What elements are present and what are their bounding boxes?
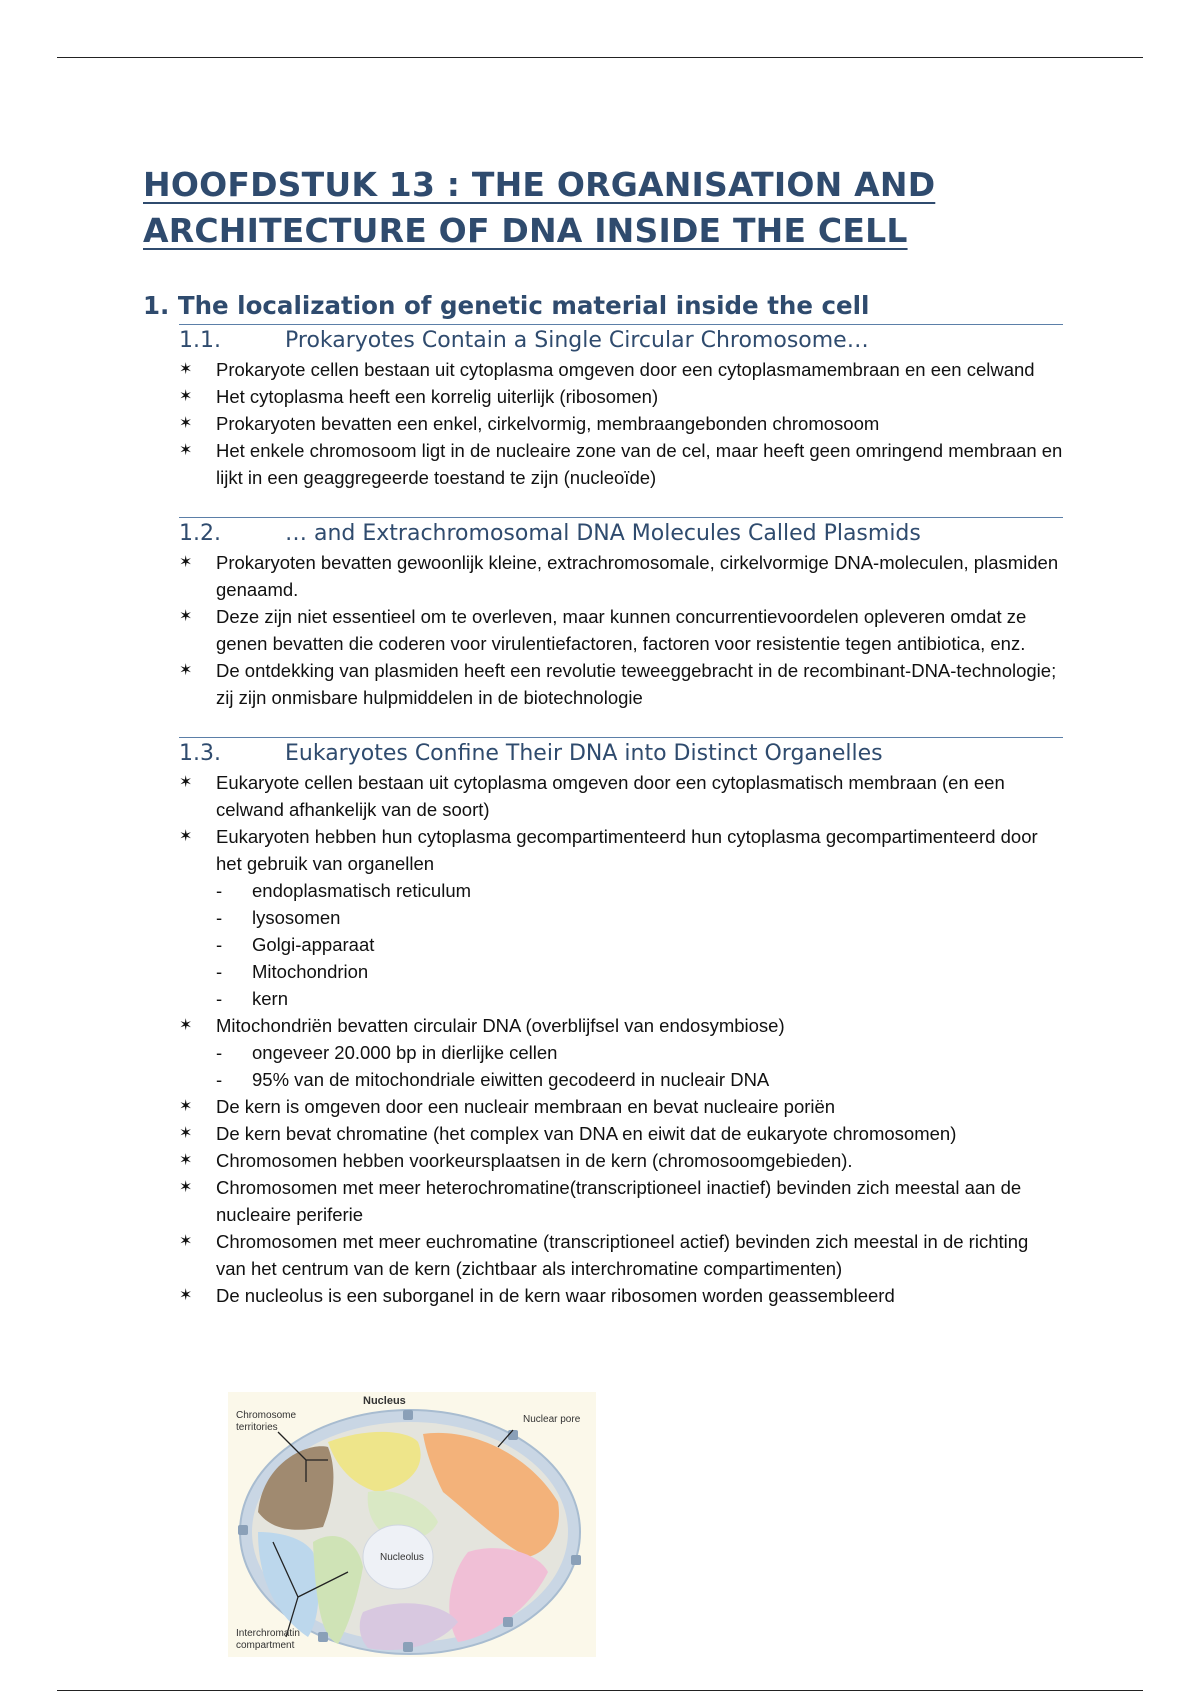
document-content bbox=[143, 162, 1063, 1309]
territory-brown bbox=[258, 1446, 333, 1530]
nuclear-pore-icon bbox=[403, 1410, 413, 1420]
sub-list-item: - 95% van de mitochondriale eiwitten gecodeerd in nucleair DNA bbox=[216, 1066, 1063, 1093]
chapter-title: HOOFDSTUK 13 : THE ORGANISATION AND ARCHITECTURE OF DNA INSIDE THE CELL bbox=[143, 165, 936, 250]
dash-bullet-icon: - bbox=[216, 988, 223, 1009]
list-item: ✶ Prokaryote cellen bestaan uit cytoplasma omgeven door een cytoplasmamembraan en een celwand bbox=[179, 356, 1063, 383]
list-item: ✶ Prokaryoten bevatten gewoonlijk kleine, extrachromosomale, cirkelvormige DNA-moleculen, plasmiden genaamd. bbox=[179, 549, 1063, 603]
sub-list-item: - endoplasmatisch reticulum bbox=[216, 877, 1063, 904]
asterisk-bullet-icon: ✶ bbox=[179, 388, 193, 405]
asterisk-bullet-icon: ✶ bbox=[179, 1125, 193, 1142]
nuclear-pore-label: Nuclear pore bbox=[523, 1414, 581, 1425]
asterisk-bullet-icon: ✶ bbox=[179, 662, 193, 679]
interchromatin-label-line2: compartment bbox=[236, 1640, 295, 1651]
asterisk-bullet-icon: ✶ bbox=[179, 554, 193, 571]
dash-bullet-icon: - bbox=[216, 907, 223, 928]
list-item: ✶ Eukaryoten hebben hun cytoplasma gecompartimenteerd hun cytoplasma gecompartimenteerd door het gebruik van organellen - endoplasmatisch reticulum - lysosomen - Golgi-apparaat - Mitochondrion - kern bbox=[179, 823, 1063, 1012]
asterisk-bullet-icon: ✶ bbox=[179, 774, 193, 791]
subsection-1-1-heading bbox=[179, 324, 1063, 356]
subsection-number: 1.3. bbox=[179, 741, 221, 766]
nuclear-pore-icon bbox=[318, 1632, 328, 1642]
list-item: ✶ Het enkele chromosoom ligt in de nucleaire zone van de cel, maar heeft geen omringend membraan en lijkt in een geaggregeerde toestand te zijn (nucleoïde) bbox=[179, 437, 1063, 491]
sub-list-item: - lysosomen bbox=[216, 904, 1063, 931]
asterisk-bullet-icon: ✶ bbox=[179, 608, 193, 625]
list-item: ✶ Mitochondriën bevatten circulair DNA (overblijfsel van endosymbiose) - ongeveer 20.000 bp in dierlijke cellen - 95% van de mitochondriale eiwitten gecodeerd in nucleair DNA bbox=[179, 1012, 1063, 1093]
territory-blue bbox=[258, 1532, 318, 1637]
subsection-title: Prokaryotes Contain a Single Circular Chromosome… bbox=[285, 328, 869, 353]
sub-list bbox=[216, 877, 1063, 1012]
subsection-number: 1.1. bbox=[179, 328, 221, 353]
nucleus-figure bbox=[228, 1392, 596, 1657]
asterisk-bullet-icon: ✶ bbox=[179, 1152, 193, 1169]
sub-list-item: - kern bbox=[216, 985, 1063, 1012]
list-item: ✶ Het cytoplasma heeft een korrelig uiterlijk (ribosomen) bbox=[179, 383, 1063, 410]
list-item: ✶ De nucleolus is een suborganel in de kern waar ribosomen worden geassembleerd bbox=[179, 1282, 1063, 1309]
bullet-list-1-2 bbox=[143, 549, 1063, 711]
nucleus-diagram bbox=[228, 1392, 596, 1657]
chromosome-territories-label-line2: territories bbox=[236, 1422, 278, 1433]
asterisk-bullet-icon: ✶ bbox=[179, 415, 193, 432]
asterisk-bullet-icon: ✶ bbox=[179, 361, 193, 378]
sub-list-item: - Golgi-apparaat bbox=[216, 931, 1063, 958]
asterisk-bullet-icon: ✶ bbox=[179, 1098, 193, 1115]
nuclear-pore-icon bbox=[503, 1617, 513, 1627]
asterisk-bullet-icon: ✶ bbox=[179, 1017, 193, 1034]
list-item: ✶ De kern bevat chromatine (het complex van DNA en eiwit dat de eukaryote chromosomen) bbox=[179, 1120, 1063, 1147]
nuclear-pore-icon bbox=[571, 1555, 581, 1565]
dash-bullet-icon: - bbox=[216, 934, 223, 955]
subsection-1-2-heading bbox=[179, 517, 1063, 549]
list-item: ✶ Prokaryoten bevatten een enkel, cirkelvormig, membraangebonden chromosoom bbox=[179, 410, 1063, 437]
list-item: ✶ De kern is omgeven door een nucleair membraan en bevat nucleaire poriën bbox=[179, 1093, 1063, 1120]
dash-bullet-icon: - bbox=[216, 880, 223, 901]
list-item: ✶ Eukaryote cellen bestaan uit cytoplasma omgeven door een cytoplasmatisch membraan (en een celwand afhankelijk van de soort) bbox=[179, 769, 1063, 823]
page-top-rule bbox=[57, 57, 1143, 58]
list-item: ✶ Chromosomen met meer heterochromatine(transcriptioneel inactief) bevinden zich meestal aan de nucleaire periferie bbox=[179, 1174, 1063, 1228]
nuclear-pore-icon bbox=[403, 1642, 413, 1652]
sub-list-item: - Mitochondrion bbox=[216, 958, 1063, 985]
list-item: ✶ Chromosomen hebben voorkeursplaatsen in de kern (chromosoomgebieden). bbox=[179, 1147, 1063, 1174]
asterisk-bullet-icon: ✶ bbox=[179, 1233, 193, 1250]
bullet-list-1-1 bbox=[143, 356, 1063, 491]
asterisk-bullet-icon: ✶ bbox=[179, 828, 193, 845]
subsection-title: … and Extrachromosomal DNA Molecules Called Plasmids bbox=[285, 521, 921, 546]
nucleolus-label: Nucleolus bbox=[380, 1552, 424, 1563]
sub-list-item: - ongeveer 20.000 bp in dierlijke cellen bbox=[216, 1039, 1063, 1066]
list-item: ✶ De ontdekking van plasmiden heeft een revolutie teweeggebracht in de recombinant-DNA-technologie; zij zijn onmisbare hulpmiddelen in de biotechnologie bbox=[179, 657, 1063, 711]
nuclear-pore-icon bbox=[508, 1430, 518, 1440]
chromosome-territories-label: Chromosome bbox=[236, 1410, 297, 1421]
asterisk-bullet-icon: ✶ bbox=[179, 442, 193, 459]
dash-bullet-icon: - bbox=[216, 1069, 223, 1090]
subsection-title: Eukaryotes Confine Their DNA into Distinct Organelles bbox=[285, 741, 883, 766]
asterisk-bullet-icon: ✶ bbox=[179, 1287, 193, 1304]
dash-bullet-icon: - bbox=[216, 1042, 223, 1063]
section-1-heading: 1. The localization of genetic material inside the cell bbox=[143, 291, 870, 320]
page-bottom-rule bbox=[57, 1690, 1143, 1691]
bullet-list-1-3 bbox=[143, 769, 1063, 1309]
interchromatin-label: Interchromatin bbox=[236, 1628, 300, 1639]
asterisk-bullet-icon: ✶ bbox=[179, 1179, 193, 1196]
dash-bullet-icon: - bbox=[216, 961, 223, 982]
subsection-1-3-heading bbox=[179, 737, 1063, 769]
nuclear-pore-icon bbox=[238, 1525, 248, 1535]
list-item: ✶ Chromosomen met meer euchromatine (transcriptioneel actief) bevinden zich meestal in de richting van het centrum van de kern (zichtbaar als interchromatine compartimenten) bbox=[179, 1228, 1063, 1282]
figure-title: Nucleus bbox=[363, 1395, 406, 1407]
subsection-number: 1.2. bbox=[179, 521, 221, 546]
list-item: ✶ Deze zijn niet essentieel om te overleven, maar kunnen concurrentievoordelen opleveren omdat ze genen bevatten die coderen voor virulentiefactoren, factoren voor resistentie tegen antibiotica, enz. bbox=[179, 603, 1063, 657]
sub-list bbox=[216, 1039, 1063, 1093]
